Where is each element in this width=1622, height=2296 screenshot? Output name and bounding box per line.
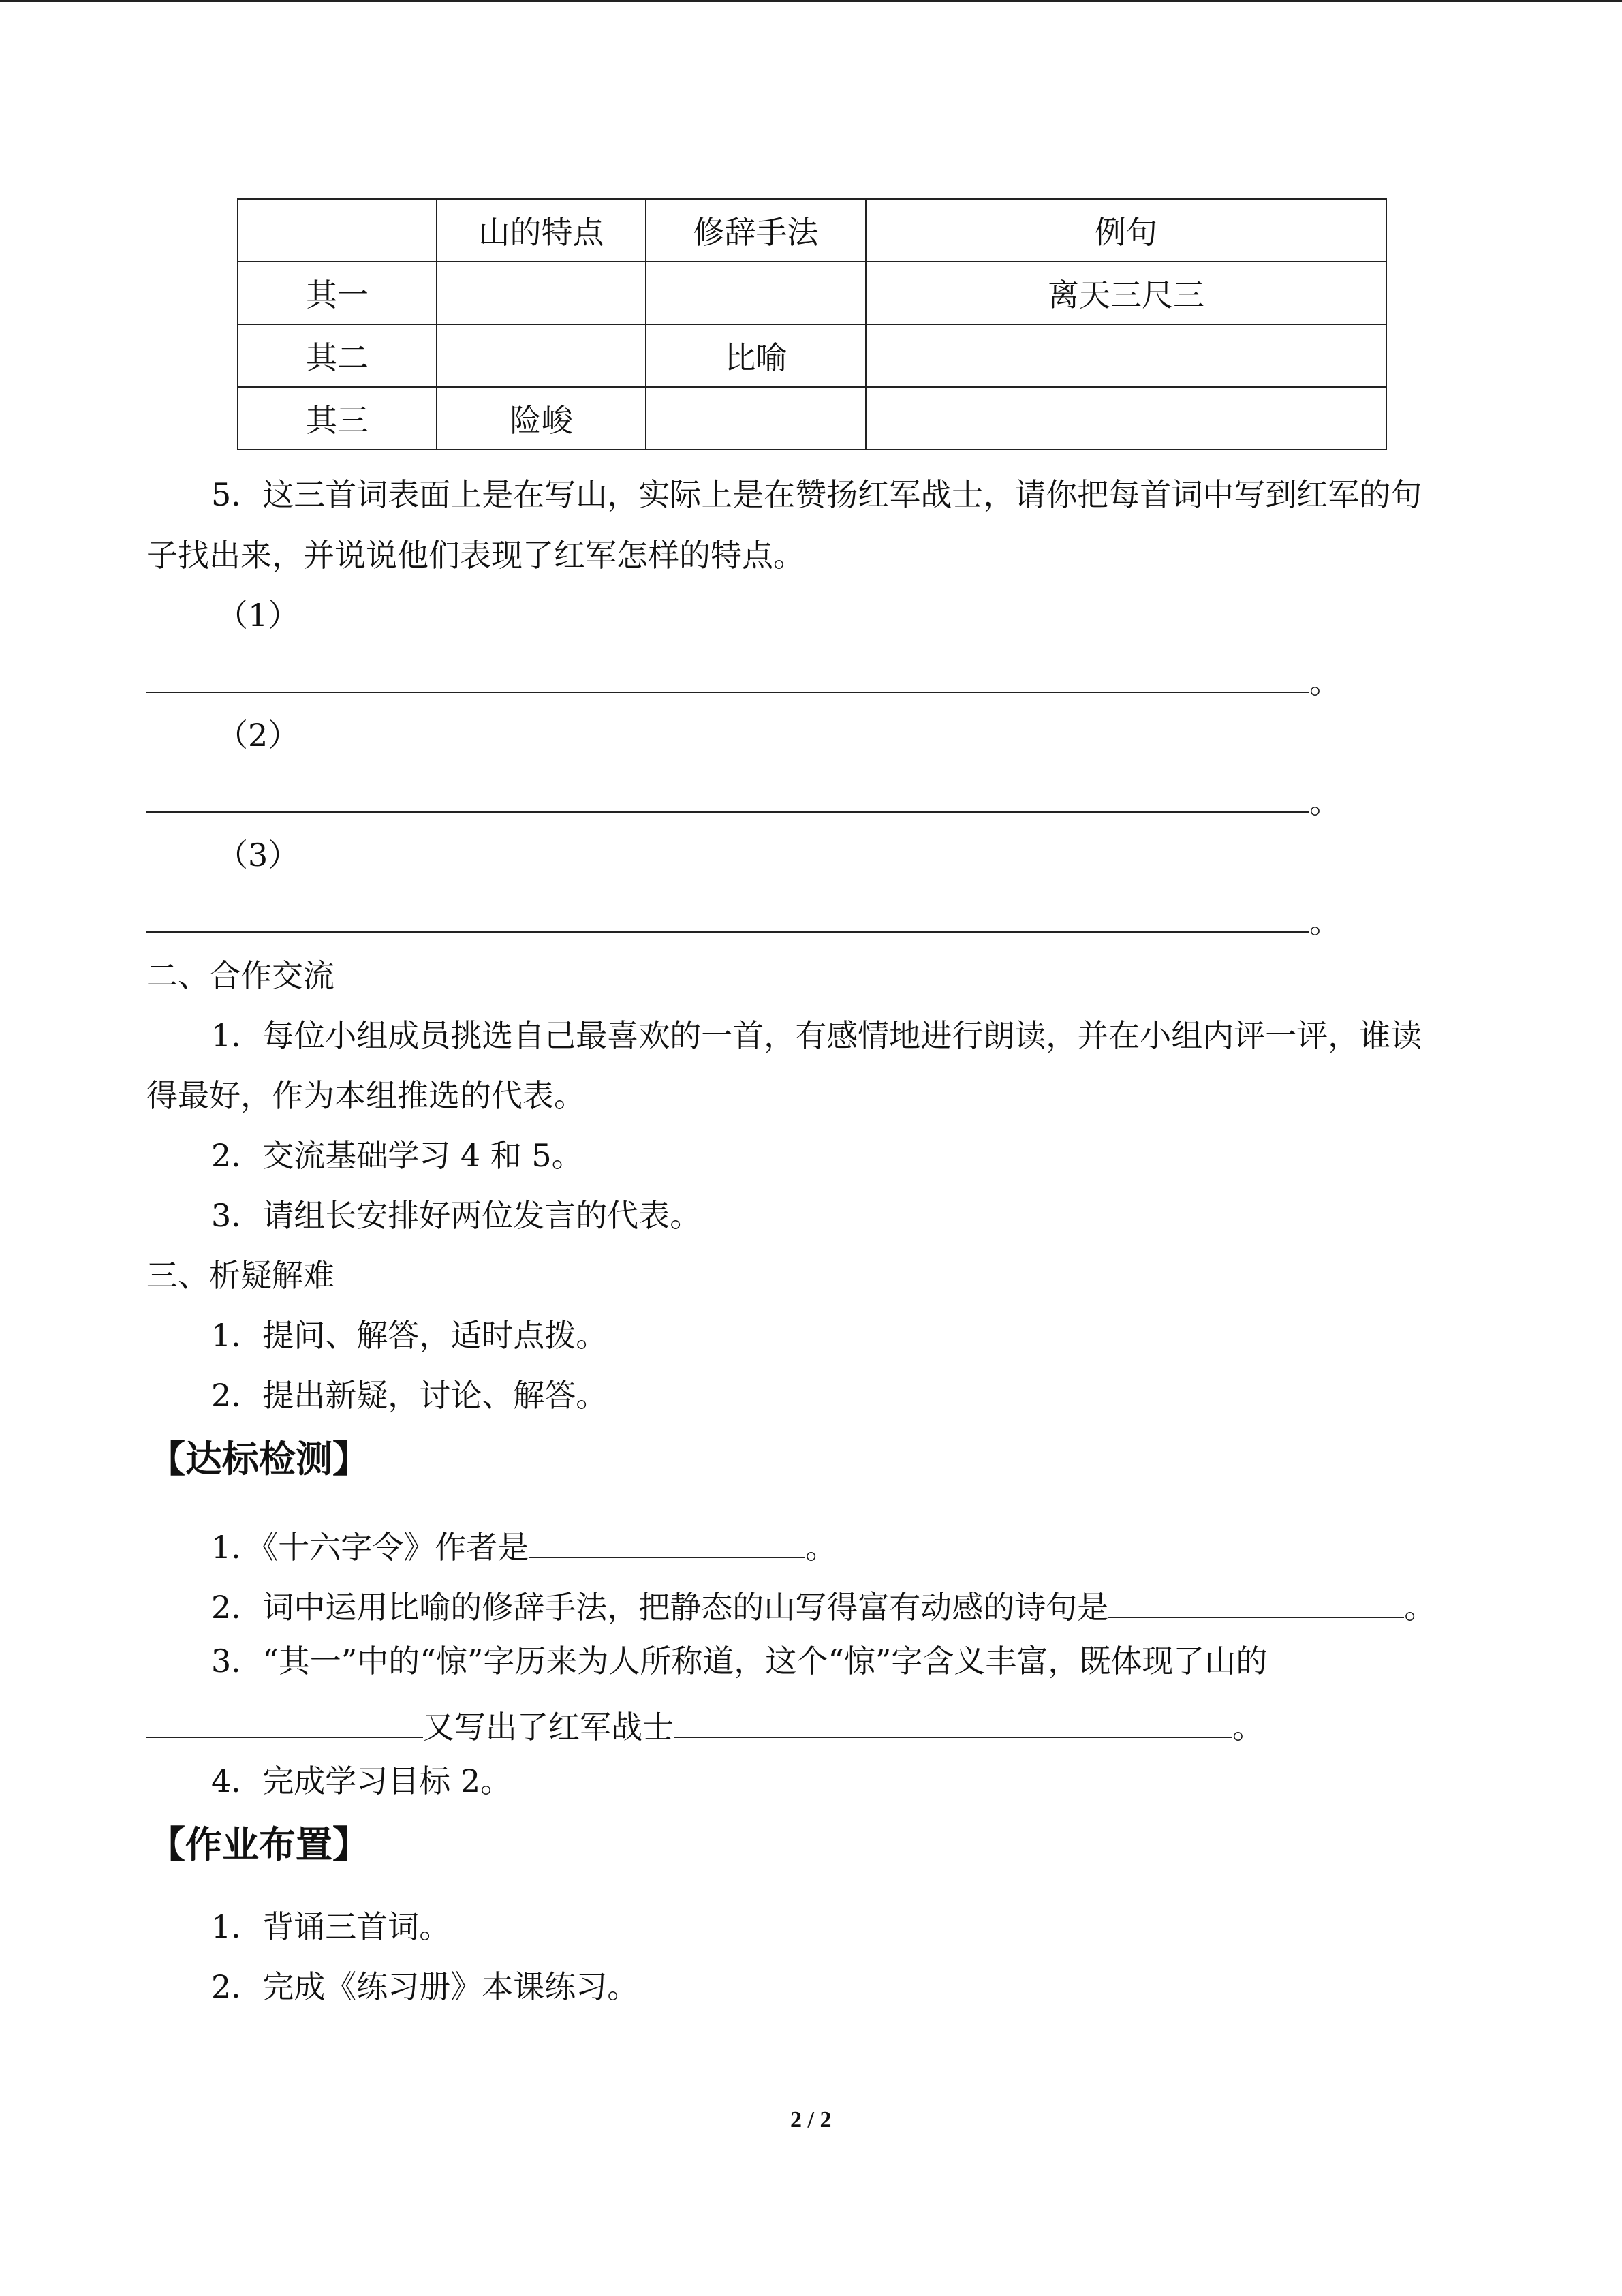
table-cell <box>866 387 1386 450</box>
test-q1-blank[interactable] <box>529 1525 805 1558</box>
table-cell <box>437 324 646 387</box>
section-3-item-1: 1．提问、解答，适时点拨。 <box>211 1317 608 1354</box>
table-header-cell: 山的特点 <box>437 199 646 262</box>
test-q2-text: 2．词中运用比喻的修辞手法，把静态的山写得富有动感的诗句是 <box>211 1589 1109 1626</box>
q5-end-mark-3: 。 <box>1309 903 1341 940</box>
section-2-item-3: 3．请组长安排好两位发言的代表。 <box>211 1197 702 1234</box>
test-q3-blank-2[interactable] <box>674 1705 1232 1738</box>
table-cell: 其二 <box>238 324 437 387</box>
test-q1-text: 1．《十六字令》作者是 <box>211 1529 529 1566</box>
q5-answer-blank-1[interactable] <box>146 692 1309 693</box>
table-header-cell: 例句 <box>866 199 1386 262</box>
test-q1-end: 。 <box>805 1529 837 1566</box>
homework-section-heading: 【作业布置】 <box>149 1823 369 1866</box>
table-row <box>238 324 1386 387</box>
table-cell <box>646 387 866 450</box>
section-2-title: 二、合作交流 <box>146 957 334 994</box>
test-q3-mid-text: 又写出了红军战士 <box>423 1709 674 1746</box>
table-cell <box>437 262 646 324</box>
test-q1 <box>211 1525 837 1566</box>
table-cell: 险峻 <box>437 387 646 450</box>
test-q2 <box>211 1585 1436 1626</box>
table-row <box>238 262 1386 324</box>
mountain-analysis-table <box>237 198 1387 450</box>
document-page <box>0 2 1622 2296</box>
q5-end-mark-1: 。 <box>1309 664 1341 700</box>
table-cell: 离天三尺三 <box>866 262 1386 324</box>
section-3-title: 三、析疑解难 <box>146 1257 334 1294</box>
q5-item-1-label: （1） <box>217 597 300 634</box>
section-2-item-2: 2．交流基础学习 4 和 5。 <box>211 1137 583 1174</box>
section-2-item-1-line-2: 得最好，作为本组推选的代表。 <box>146 1077 585 1114</box>
table-header-row <box>238 199 1386 262</box>
table-cell: 比喻 <box>646 324 866 387</box>
q5-line-1: 5．这三首词表面上是在写山，实际上是在赞扬红军战士，请你把每首词中写到红军的句 <box>211 476 1422 513</box>
section-3-item-2: 2．提出新疑，讨论、解答。 <box>211 1377 608 1414</box>
test-q3-line-2 <box>146 1705 1264 1746</box>
test-q3-end: 。 <box>1232 1709 1264 1746</box>
table-header-cell <box>238 199 437 262</box>
test-q2-blank[interactable] <box>1108 1585 1404 1618</box>
test-q4: 4．完成学习目标 2。 <box>211 1763 512 1799</box>
q5-item-3-label: （3） <box>217 837 300 873</box>
test-q3-blank-1[interactable] <box>146 1705 423 1738</box>
q5-item-2-label: （2） <box>217 717 300 754</box>
table-row <box>238 387 1386 450</box>
test-q2-end: 。 <box>1404 1589 1436 1626</box>
test-section-heading: 【达标检测】 <box>149 1438 369 1480</box>
table-cell <box>646 262 866 324</box>
section-2-item-1-line-1: 1．每位小组成员挑选自己最喜欢的一首，有感情地进行朗读，并在小组内评一评，谁读 <box>211 1017 1422 1054</box>
table-cell <box>866 324 1386 387</box>
q5-answer-blank-3[interactable] <box>146 931 1309 933</box>
table-cell: 其三 <box>238 387 437 450</box>
homework-item-2: 2．完成《练习册》本课练习。 <box>211 1968 639 2005</box>
q5-answer-blank-2[interactable] <box>146 811 1309 813</box>
test-q3-line-1: 3．“其一”中的“惊”字历来为人所称道，这个“惊”字含义丰富，既体现了山的 <box>211 1643 1268 1679</box>
table-header-cell: 修辞手法 <box>646 199 866 262</box>
table-cell: 其一 <box>238 262 437 324</box>
page-number: 2 / 2 <box>790 2107 832 2132</box>
homework-item-1: 1．背诵三首词。 <box>211 1908 451 1945</box>
q5-line-2: 子找出来，并说说他们表现了红军怎样的特点。 <box>146 537 805 574</box>
q5-end-mark-2: 。 <box>1309 784 1341 820</box>
